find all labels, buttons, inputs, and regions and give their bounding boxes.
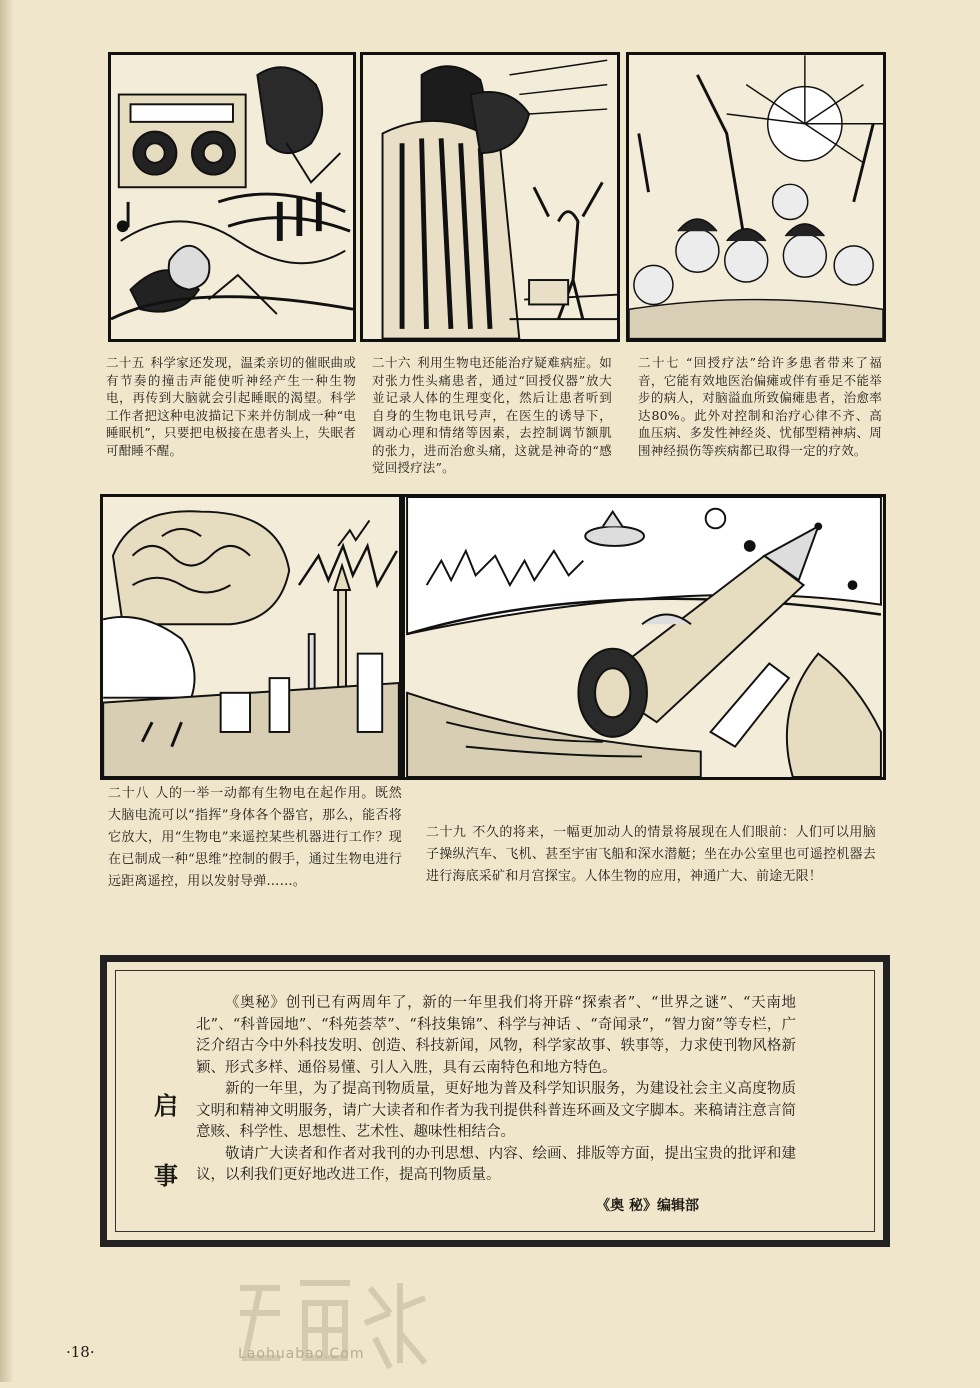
caption-27 [638,354,882,459]
comic-panel-27 [626,52,886,342]
comic-panel-28 [100,494,402,780]
caption-text: “回授疗法”给许多患者带来了福音，它能有效地医治偏瘫或伴有垂足不能举步的病人，对脑溢血所致偏瘫患者，治愈率达80%。此外对控制和治疗心律不齐、高血压病、多发性神经炎、忧郁型精神病、周围神经损伤等疾病都已取得一定的疗效。 [638,355,882,458]
notice-heading-char-2: 事 [154,1162,178,1190]
spaceship-illustration [405,497,883,777]
caption-25 [106,354,356,459]
notice-inner [115,970,875,1232]
notice-heading [152,1071,180,1211]
caption-29 [426,822,876,888]
notice-paragraph-3: 敬请广大读者和作者对我刊的办刊思想、内容、绘画、排版等方面，提出宝贵的批评和建议，以利我们更好地改进工作，提高刊物质量。 [196,1145,796,1183]
couple-and-dancer-illustration [363,55,617,339]
comic-panel-25 [108,52,356,342]
caption-26 [372,354,612,477]
caption-text: 利用生物电还能治疗疑难病症。如对张力性头痛患者，通过“回授仪器”放大並记录人体的生理变化，然后让患者听到自身的生物电讯号声，在医生的诱导下，调动心理和情绪等因素，去控制调节额肌的张力，进而治愈头痛，这就是神奇的“感觉回授疗法”。 [372,355,612,475]
caption-number: 二十五 [106,355,145,370]
notice-paragraph-1: 《奥秘》创刊已有两周年了，新的一年里我们将开辟“探索者”、“世界之谜”、“天南地北”、“科普园地”、“科苑荟萃”、“科技集锦”、科学与神话 、“奇闻录”，“智力窗”等专栏，广泛介绍古今中外科技发明、创造、科技新闻，风物，科学家故事、轶事等，力求使刊物风格新颖、形式多样、通俗易懂、引人入胜，具有云南特色和地方特色。 [196,995,796,1076]
caption-number: 二十九 [426,825,467,840]
caption-28 [108,783,402,893]
watermark-text: Laohuabao.Com [238,1346,365,1362]
caption-number: 二十八 [108,786,150,801]
radio-and-sleeper-illustration [111,55,353,339]
comic-panel-26 [360,52,620,342]
caption-number: 二十六 [372,355,412,370]
comic-panel-29 [402,494,886,780]
page-edge [0,0,14,1382]
cheering-crowd-illustration [629,55,883,339]
notice-heading-char-1: 启 [154,1092,178,1120]
notice-box [100,955,890,1247]
caption-text: 人的一举一动都有生物电在起作用。既然大脑电流可以“指挥”身体各个器官，那么，能否将它放大，用“生物电”来遥控某些机器进行工作？现在已制成一种“思维”控制的假手，通过生物电进行远距离遥控，用以发射导弹……。 [108,786,402,889]
brain-and-rocket-illustration [103,497,399,777]
caption-number: 二十七 [638,355,680,370]
notice-signature: 《奥 秘》编辑部 [596,1198,699,1214]
caption-text: 不久的将来，一幅更加动人的情景将展现在人们眼前：人们可以用脑子操纵汽车、飞机、甚至宇宙飞船和深水潜艇；坐在办公室里也可遥控机器去进行海底采矿和月宫探宝。人体生物的应用，神通广大、前途无限！ [426,825,876,884]
page-number: ·18· [66,1343,95,1361]
caption-text: 科学家还发现，温柔亲切的催眠曲或有节奏的撞击声能使听神经产生一种生物电，再传到大脑就会引起睡眠的渴望。科学工作者把这种电波描记下来并仿制成一种“电睡眠机”，只要把电极接在患者头上，失眠者可酣睡不醒。 [106,355,357,458]
watermark-logo [230,1268,430,1388]
notice-body [196,993,796,1187]
notice-paragraph-2: 新的一年里，为了提高刊物质量，更好地为普及科学知识服务，为建设社会主义高度物质文明和精神文明服务，请广大读者和作者为我刊提供科普连环画及文字脚本。来稿请注意言简意赅、科学性、思想性、艺术性、趣味性相结合。 [196,1081,796,1140]
